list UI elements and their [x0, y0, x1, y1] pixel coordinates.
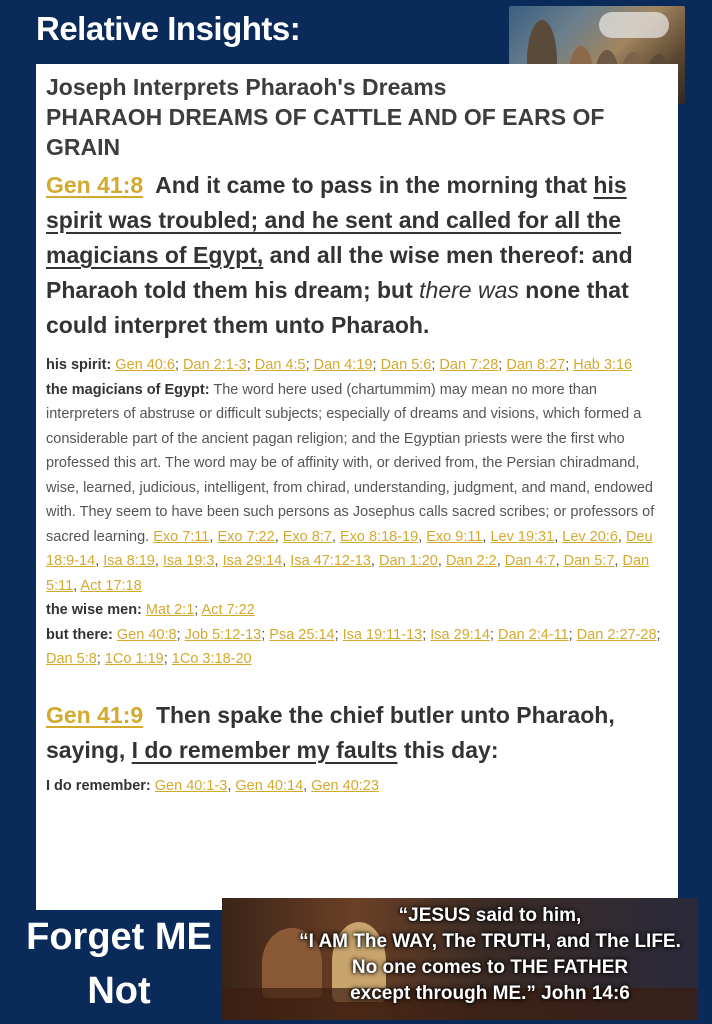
quote-line: “I AM The WAY, The TRUTH, and The LIFE. — [299, 931, 681, 952]
verse-underlined-text: I do remember my faults — [131, 736, 398, 763]
note-label: I do remember: — [46, 777, 151, 794]
verse-text: and all the wise men thereof: and Pharaoh told them his dream; but — [46, 242, 633, 303]
section-title: Joseph Interprets Pharaoh's Dreams — [46, 74, 447, 100]
cross-ref-link[interactable]: Dan 5:7 — [563, 553, 615, 569]
verse-ref-link[interactable]: Gen 41:9 — [46, 701, 144, 728]
note-i-do-remember — [46, 774, 668, 799]
verse-text: none that could interpret them unto Pharaoh. — [46, 277, 629, 338]
note-label: the magicians of Egypt: — [46, 381, 210, 398]
cross-ref-link[interactable]: Hab 3:16 — [573, 357, 633, 373]
note-but-there — [46, 623, 668, 672]
cross-ref-link[interactable]: Job 5:12-13 — [184, 626, 262, 643]
note-label: but there: — [46, 626, 113, 643]
ref-list: Mat 2:1; Act 7:22 — [145, 602, 255, 618]
ref-list: Gen 40:6; Dan 2:1-3; Dan 4:5; Dan 4:19; Dan 5:6; Dan 7:28; Dan 8:27; Hab 3:16 — [115, 357, 633, 373]
ref-list: Gen 40:1-3, Gen 40:14, Gen 40:23 — [154, 777, 379, 794]
cross-ref-link[interactable]: Dan 2:4-11 — [498, 626, 569, 643]
cross-ref-link[interactable]: Dan 1:20 — [378, 553, 438, 569]
verse-text: this day: — [397, 736, 499, 763]
cross-ref-link[interactable]: Deu 18:9-14 — [46, 528, 653, 569]
cross-ref-link[interactable]: Exo 7:22 — [217, 528, 275, 545]
cross-ref-link[interactable]: Dan 4:19 — [313, 357, 373, 373]
cross-ref-link[interactable]: 1Co 1:19 — [104, 651, 164, 667]
verse-gen-41-8 — [46, 168, 668, 343]
cross-ref-link[interactable]: Isa 19:11-13 — [342, 626, 423, 643]
cross-ref-link[interactable]: Lev 20:6 — [562, 528, 618, 545]
cross-ref-link[interactable]: Dan 8:27 — [506, 357, 566, 373]
verse-ref-link[interactable]: Gen 41:8 — [46, 172, 144, 198]
ref-list: Gen 40:8; Job 5:12-13; Psa 25:14; Isa 19:11-13; Isa 29:14; Dan 2:4-11; Dan 2:27-28; Dan 5:8; 1Co 1:19; 1Co 3:18-20 — [46, 626, 661, 667]
note-label: his spirit: — [46, 357, 112, 373]
cross-ref-link[interactable]: 1Co 3:18-20 — [171, 651, 252, 667]
quote-line: No one comes to THE FATHER — [351, 957, 629, 978]
cross-ref-link[interactable]: Dan 5:6 — [380, 357, 432, 373]
verse-underlined-text: his spirit was troubled; and he sent and called for all the magicians of Egypt, — [46, 172, 627, 268]
cross-ref-link[interactable]: Isa 29:14 — [430, 626, 490, 643]
cross-ref-link[interactable]: Exo 7:11 — [153, 528, 210, 545]
cross-ref-link[interactable]: Isa 29:14 — [222, 553, 283, 569]
cross-ref-link[interactable]: Act 7:22 — [201, 602, 255, 618]
cross-ref-link[interactable]: Gen 40:14 — [235, 777, 304, 794]
cross-ref-link[interactable]: Dan 5:11 — [46, 553, 650, 594]
cross-ref-link[interactable]: Gen 40:8 — [116, 626, 177, 643]
quote-line: “JESUS said to him, — [398, 905, 582, 926]
cross-ref-link[interactable]: Isa 19:3 — [162, 553, 215, 569]
forget-me-not-text: Forget ME Not — [26, 916, 212, 1012]
cross-ref-link[interactable]: Dan 4:7 — [504, 553, 556, 569]
page-heading: Relative Insights: — [36, 10, 301, 47]
cross-ref-link[interactable]: Isa 47:12-13 — [290, 553, 371, 569]
cross-ref-link[interactable]: Exo 8:7 — [282, 528, 332, 545]
content-card — [36, 64, 678, 910]
note-label: the wise men: — [46, 602, 142, 618]
scripture-quote — [270, 903, 710, 1007]
ref-list: Exo 7:11, Exo 7:22, Exo 8:7, Exo 8:18-19, Exo 9:11, Lev 19:31, Lev 20:6, Deu 18:9-14, Isa 8:19, Isa 19:3, Isa 29:14, Isa 47:12-13, Dan 1:20, Dan 2:2, Dan 4:7, Dan 5:7, Dan 5:11, Act 17:18 — [46, 528, 653, 594]
note-magicians — [46, 378, 668, 599]
cross-ref-link[interactable]: Dan 2:27-28 — [576, 626, 657, 643]
cross-ref-notes — [46, 774, 668, 799]
cross-ref-link[interactable]: Exo 9:11 — [426, 528, 483, 545]
note-text: The word here used (chartummim) may mean no more than interpreters of abstruse or difficult subjects; especially of dreams and visions, which formed a considerable part of the ancient pagan religion; and the Egyptian priests were the first who professed this art. The word may be of affinity with, or derived from, the Persian chiradmand, wise, learned, judicious, intelligent, from chirad, understanding, judgment, and mand, endowed with. They seem to have been such persons as Josephus calls sacred scribes; or professors of sacred learning. — [46, 381, 655, 545]
cross-ref-link[interactable]: Isa 8:19 — [103, 553, 155, 569]
cross-ref-link[interactable]: Mat 2:1 — [145, 602, 195, 618]
cross-ref-link[interactable]: Lev 19:31 — [490, 528, 555, 545]
cross-ref-link[interactable]: Psa 25:14 — [269, 626, 335, 643]
cross-ref-link[interactable]: Dan 4:5 — [254, 357, 306, 373]
cross-ref-notes — [46, 353, 668, 672]
verse-text: Then spake the chief butler unto Pharaoh, saying, — [46, 701, 615, 763]
cross-ref-link[interactable]: Dan 5:8 — [46, 651, 97, 667]
quote-line: except through ME.” John 14:6 — [350, 983, 630, 1004]
verse-gen-41-9 — [46, 698, 668, 768]
verse-italic-text: there was — [419, 277, 519, 303]
cross-ref-link[interactable]: Dan 7:28 — [439, 357, 499, 373]
cross-ref-link[interactable]: Dan 2:2 — [445, 553, 497, 569]
note-his-spirit — [46, 353, 668, 378]
cross-ref-link[interactable]: Gen 40:1-3 — [154, 777, 228, 794]
cross-ref-link[interactable]: Exo 8:18-19 — [339, 528, 419, 545]
note-wise-men — [46, 598, 668, 623]
section-subtitle: PHARAOH DREAMS OF CATTLE AND OF EARS OF GRAIN — [46, 104, 605, 160]
cross-ref-link[interactable]: Gen 40:6 — [115, 357, 175, 373]
cross-ref-link[interactable]: Dan 2:1-3 — [183, 357, 247, 373]
cross-ref-link[interactable]: Gen 40:23 — [311, 777, 379, 794]
verse-text: And it came to pass in the morning that — [155, 172, 594, 198]
cross-ref-link[interactable]: Act 17:18 — [80, 577, 142, 594]
